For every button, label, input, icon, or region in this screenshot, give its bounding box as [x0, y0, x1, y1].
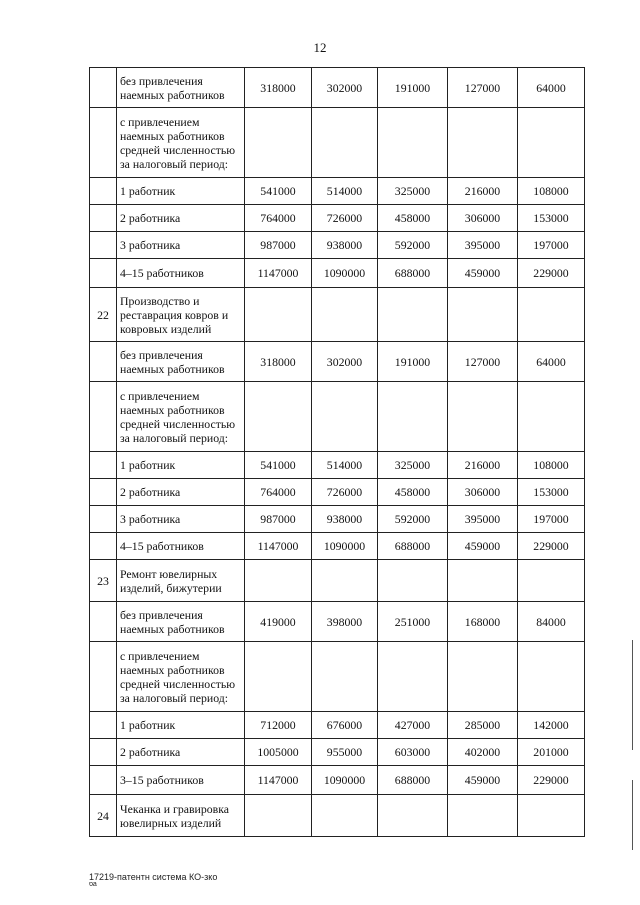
table-row	[90, 739, 585, 766]
row-number-cell	[90, 178, 117, 205]
activity-name-cell: 1 работник	[117, 178, 245, 205]
activity-name-cell: с привлечением наемных работников средней численностью за налоговый период:	[117, 108, 245, 178]
value-cell: 318000	[245, 68, 312, 108]
value-cell: 64000	[518, 68, 585, 108]
value-cell: 64000	[518, 342, 585, 382]
value-cell: 987000	[245, 232, 312, 259]
value-cell: 514000	[312, 178, 378, 205]
value-cell	[245, 642, 312, 712]
activity-name-cell: Чеканка и гравировка ювелирных изделий	[117, 795, 245, 837]
value-cell	[312, 560, 378, 602]
value-cell: 197000	[518, 506, 585, 533]
row-number-cell: 24	[90, 795, 117, 837]
value-cell: 216000	[448, 178, 518, 205]
activity-name-cell: Ремонт ювелирных изделий, бижутерии	[117, 560, 245, 602]
value-cell: 688000	[378, 533, 448, 560]
value-cell	[312, 642, 378, 712]
value-cell: 1147000	[245, 766, 312, 795]
table-row	[90, 382, 585, 452]
row-number-cell	[90, 232, 117, 259]
scan-margin-line	[632, 780, 633, 850]
value-cell: 325000	[378, 178, 448, 205]
value-cell	[518, 108, 585, 178]
value-cell: 127000	[448, 68, 518, 108]
activity-name-cell: 3 работника	[117, 232, 245, 259]
value-cell	[378, 288, 448, 342]
value-cell: 592000	[378, 232, 448, 259]
value-cell: 458000	[378, 205, 448, 232]
table-row	[90, 642, 585, 712]
value-cell: 955000	[312, 739, 378, 766]
activity-name-cell: 1 работник	[117, 712, 245, 739]
activity-name-cell: 4–15 работников	[117, 533, 245, 560]
row-number-cell	[90, 533, 117, 560]
value-cell	[518, 795, 585, 837]
value-cell	[448, 795, 518, 837]
value-cell	[448, 642, 518, 712]
activity-name-cell: с привлечением наемных работников средней численностью за налоговый период:	[117, 642, 245, 712]
value-cell: 191000	[378, 68, 448, 108]
value-cell: 302000	[312, 68, 378, 108]
value-cell: 302000	[312, 342, 378, 382]
value-cell: 514000	[312, 452, 378, 479]
value-cell: 764000	[245, 205, 312, 232]
value-cell	[448, 288, 518, 342]
row-number-cell	[90, 342, 117, 382]
row-number-cell	[90, 68, 117, 108]
table-row	[90, 178, 585, 205]
value-cell	[518, 642, 585, 712]
row-number-cell	[90, 259, 117, 288]
table-row	[90, 560, 585, 602]
row-number-cell	[90, 382, 117, 452]
value-cell: 603000	[378, 739, 448, 766]
value-cell	[448, 560, 518, 602]
value-cell: 229000	[518, 259, 585, 288]
value-cell	[245, 382, 312, 452]
value-cell: 688000	[378, 766, 448, 795]
footer-filename: 17219-патентн система КО-зко	[89, 872, 218, 882]
activity-name-cell: без привлечения наемных работников	[117, 602, 245, 642]
table-row	[90, 602, 585, 642]
row-number-cell	[90, 766, 117, 795]
value-cell: 285000	[448, 712, 518, 739]
value-cell: 306000	[448, 205, 518, 232]
value-cell: 84000	[518, 602, 585, 642]
value-cell	[448, 108, 518, 178]
value-cell: 1147000	[245, 259, 312, 288]
activity-name-cell: 3–15 работников	[117, 766, 245, 795]
value-cell	[245, 795, 312, 837]
value-cell: 108000	[518, 178, 585, 205]
value-cell: 712000	[245, 712, 312, 739]
value-cell: 402000	[448, 739, 518, 766]
value-cell	[245, 560, 312, 602]
value-cell: 1090000	[312, 259, 378, 288]
value-cell: 142000	[518, 712, 585, 739]
value-cell: 197000	[518, 232, 585, 259]
value-cell: 1147000	[245, 533, 312, 560]
value-cell: 229000	[518, 766, 585, 795]
value-cell: 764000	[245, 479, 312, 506]
value-cell: 1090000	[312, 766, 378, 795]
value-cell: 427000	[378, 712, 448, 739]
table-row	[90, 68, 585, 108]
value-cell	[378, 642, 448, 712]
table-row	[90, 108, 585, 178]
value-cell	[312, 795, 378, 837]
footer-cut-text: ба	[89, 882, 97, 888]
value-cell: 398000	[312, 602, 378, 642]
scan-margin-line	[632, 640, 633, 750]
table-row	[90, 288, 585, 342]
value-cell: 541000	[245, 178, 312, 205]
value-cell: 1005000	[245, 739, 312, 766]
value-cell	[518, 382, 585, 452]
value-cell: 153000	[518, 479, 585, 506]
table-row	[90, 533, 585, 560]
value-cell: 229000	[518, 533, 585, 560]
value-cell: 395000	[448, 232, 518, 259]
table-row	[90, 259, 585, 288]
value-cell: 726000	[312, 205, 378, 232]
table-row	[90, 479, 585, 506]
value-cell: 458000	[378, 479, 448, 506]
value-cell: 1090000	[312, 533, 378, 560]
value-cell: 987000	[245, 506, 312, 533]
activity-name-cell: 2 работника	[117, 205, 245, 232]
row-number-cell	[90, 602, 117, 642]
value-cell	[245, 108, 312, 178]
value-cell: 938000	[312, 506, 378, 533]
value-cell: 216000	[448, 452, 518, 479]
row-number-cell	[90, 712, 117, 739]
value-cell	[245, 288, 312, 342]
value-cell: 726000	[312, 479, 378, 506]
row-number-cell	[90, 452, 117, 479]
value-cell: 168000	[448, 602, 518, 642]
value-cell	[518, 560, 585, 602]
value-cell: 127000	[448, 342, 518, 382]
table-row	[90, 795, 585, 837]
row-number-cell	[90, 205, 117, 232]
row-number-cell	[90, 642, 117, 712]
value-cell: 459000	[448, 533, 518, 560]
value-cell: 459000	[448, 259, 518, 288]
value-cell	[448, 382, 518, 452]
page-number: 12	[313, 40, 327, 55]
value-cell: 688000	[378, 259, 448, 288]
value-cell: 201000	[518, 739, 585, 766]
tax-rate-table	[89, 67, 585, 837]
value-cell: 108000	[518, 452, 585, 479]
row-number-cell	[90, 108, 117, 178]
value-cell: 191000	[378, 342, 448, 382]
value-cell: 676000	[312, 712, 378, 739]
value-cell	[518, 288, 585, 342]
table-row	[90, 205, 585, 232]
value-cell: 153000	[518, 205, 585, 232]
table-row	[90, 342, 585, 382]
value-cell: 419000	[245, 602, 312, 642]
table-row	[90, 232, 585, 259]
value-cell: 251000	[378, 602, 448, 642]
value-cell	[312, 108, 378, 178]
activity-name-cell: 4–15 работников	[117, 259, 245, 288]
activity-name-cell: 3 работника	[117, 506, 245, 533]
activity-name-cell: Производство и реставрация ковров и ковровых изделий	[117, 288, 245, 342]
row-number-cell: 23	[90, 560, 117, 602]
value-cell	[378, 108, 448, 178]
value-cell: 541000	[245, 452, 312, 479]
table-row	[90, 712, 585, 739]
footer	[89, 872, 217, 888]
row-number-cell	[90, 506, 117, 533]
table-row	[90, 452, 585, 479]
row-number-cell	[90, 739, 117, 766]
value-cell: 592000	[378, 506, 448, 533]
value-cell: 395000	[448, 506, 518, 533]
activity-name-cell: без привлечения наемных работников	[117, 68, 245, 108]
value-cell: 306000	[448, 479, 518, 506]
activity-name-cell: с привлечением наемных работников средней численностью за налоговый период:	[117, 382, 245, 452]
value-cell: 325000	[378, 452, 448, 479]
row-number-cell: 22	[90, 288, 117, 342]
value-cell: 459000	[448, 766, 518, 795]
activity-name-cell: 1 работник	[117, 452, 245, 479]
value-cell	[378, 382, 448, 452]
activity-name-cell: 2 работника	[117, 739, 245, 766]
value-cell	[312, 288, 378, 342]
value-cell	[312, 382, 378, 452]
row-number-cell	[90, 479, 117, 506]
activity-name-cell: 2 работника	[117, 479, 245, 506]
value-cell	[378, 560, 448, 602]
value-cell: 318000	[245, 342, 312, 382]
activity-name-cell: без привлечения наемных работников	[117, 342, 245, 382]
table-row	[90, 506, 585, 533]
value-cell: 938000	[312, 232, 378, 259]
value-cell	[378, 795, 448, 837]
table-row	[90, 766, 585, 795]
